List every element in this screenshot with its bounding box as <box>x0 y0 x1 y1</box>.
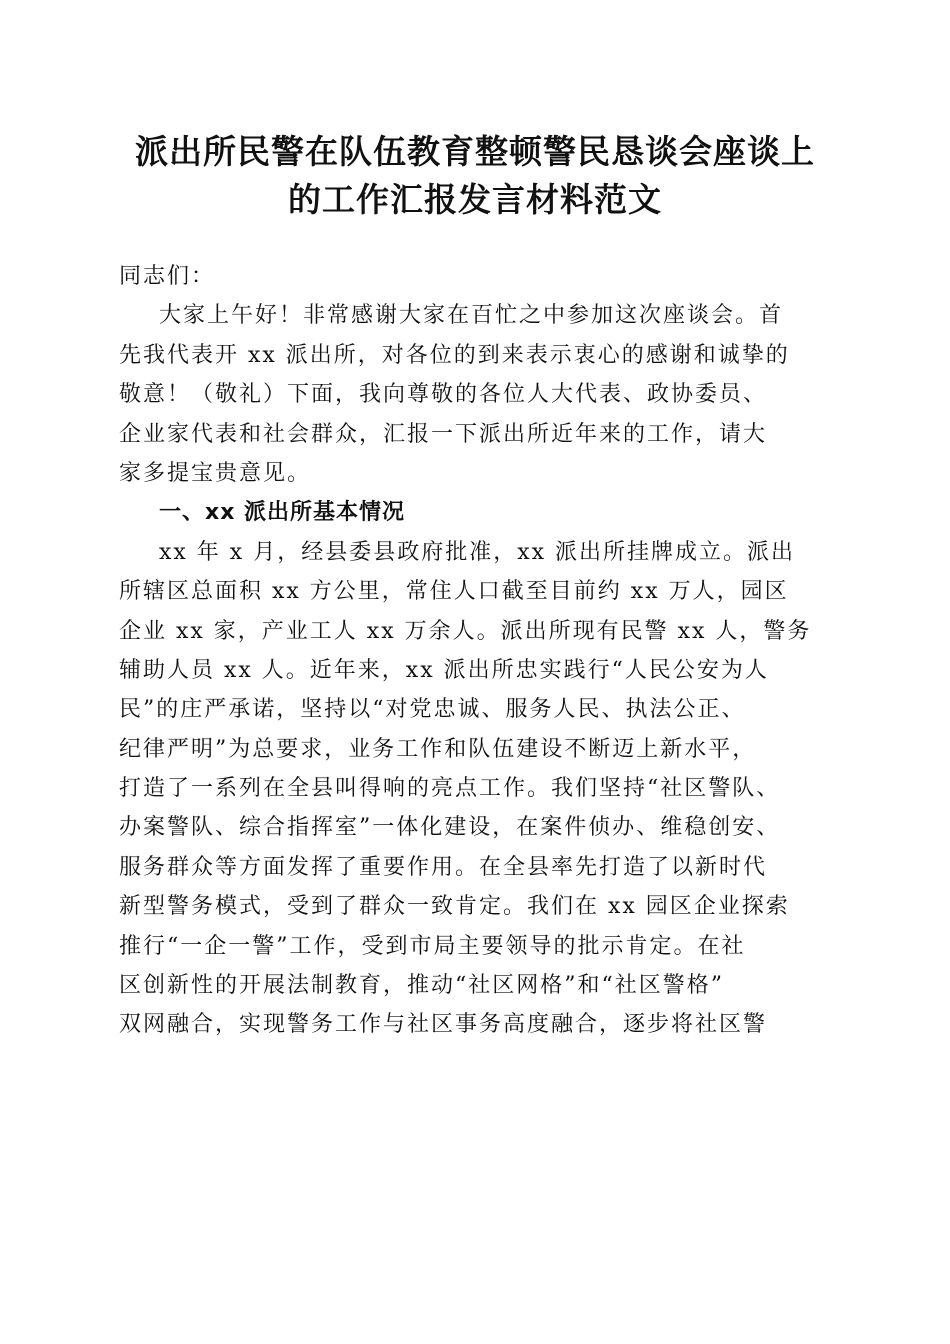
document-body <box>119 257 839 1045</box>
paragraph-line: 所辖区总面积 xx 方公里，常住人口截至目前约 xx 万人，园区 <box>119 579 789 605</box>
paragraph-line: 纪律严明”为总要求，业务工作和队伍建设不断迈上新水平， <box>119 736 757 762</box>
paragraph-line: 企业家代表和社会群众，汇报一下派出所近年来的工作，请大 <box>119 421 768 447</box>
paragraph-line: 先我代表开 xx 派出所，对各位的到来表示衷心的感谢和诚挚的 <box>119 342 790 368</box>
paragraph-line: 民”的庄严承诺，坚持以“对党忠诚、服务人民、执法公正、 <box>119 697 746 723</box>
paragraph-line: 服务群众等方面发挥了重要作用。在全县率先打造了以新时代 <box>119 854 768 880</box>
paragraph-line: 双网融合，实现警务工作与社区事务高度融合，逐步将社区警 <box>119 1012 768 1038</box>
salutation: 同志们： <box>119 264 216 289</box>
title-line-2: 的工作汇报发言材料范文 <box>288 180 662 219</box>
paragraph-line: 敬意！（敬礼）下面，我向尊敬的各位人大代表、政协委员、 <box>119 382 768 408</box>
title-line-1: 派出所民警在队伍教育整顿警民恳谈会座谈上 <box>135 132 815 171</box>
document-title <box>100 128 850 224</box>
paragraph-line: 辅助人员 xx 人。近年来，xx 派出所忠实践行“人民公安为人 <box>119 657 769 683</box>
paragraph-line: 办案警队、综合指挥室”一体化建设，在案件侦办、维稳创安、 <box>119 815 781 841</box>
paragraph-line: 大家上午好！非常感谢大家在百忙之中参加这次座谈会。首 <box>159 303 784 329</box>
section-heading: 一、xx 派出所基本情况 <box>159 500 406 526</box>
paragraph-basic-situation <box>119 533 839 1045</box>
paragraph-line: 区创新性的开展法制教育，推动“社区网格”和“社区警格” <box>119 973 724 999</box>
paragraph-line: 推行“一企一警”工作，受到市局主要领导的批示肯定。在社 <box>119 933 746 959</box>
paragraph-line: 家多提宝贵意见。 <box>119 460 312 486</box>
paragraph-line: 企业 xx 家，产业工人 xx 万余人。派出所现有民警 xx 人，警务 <box>119 618 812 644</box>
paragraph-line: 新型警务模式，受到了群众一致肯定。我们在 xx 园区企业探索 <box>119 894 790 920</box>
paragraph-line: xx 年 x 月，经县委县政府批准，xx 派出所挂牌成立。派出 <box>159 539 796 565</box>
paragraph-greeting <box>119 296 839 493</box>
paragraph-line: 打造了一系列在全县叫得响的亮点工作。我们坚持“社区警队、 <box>119 776 781 802</box>
